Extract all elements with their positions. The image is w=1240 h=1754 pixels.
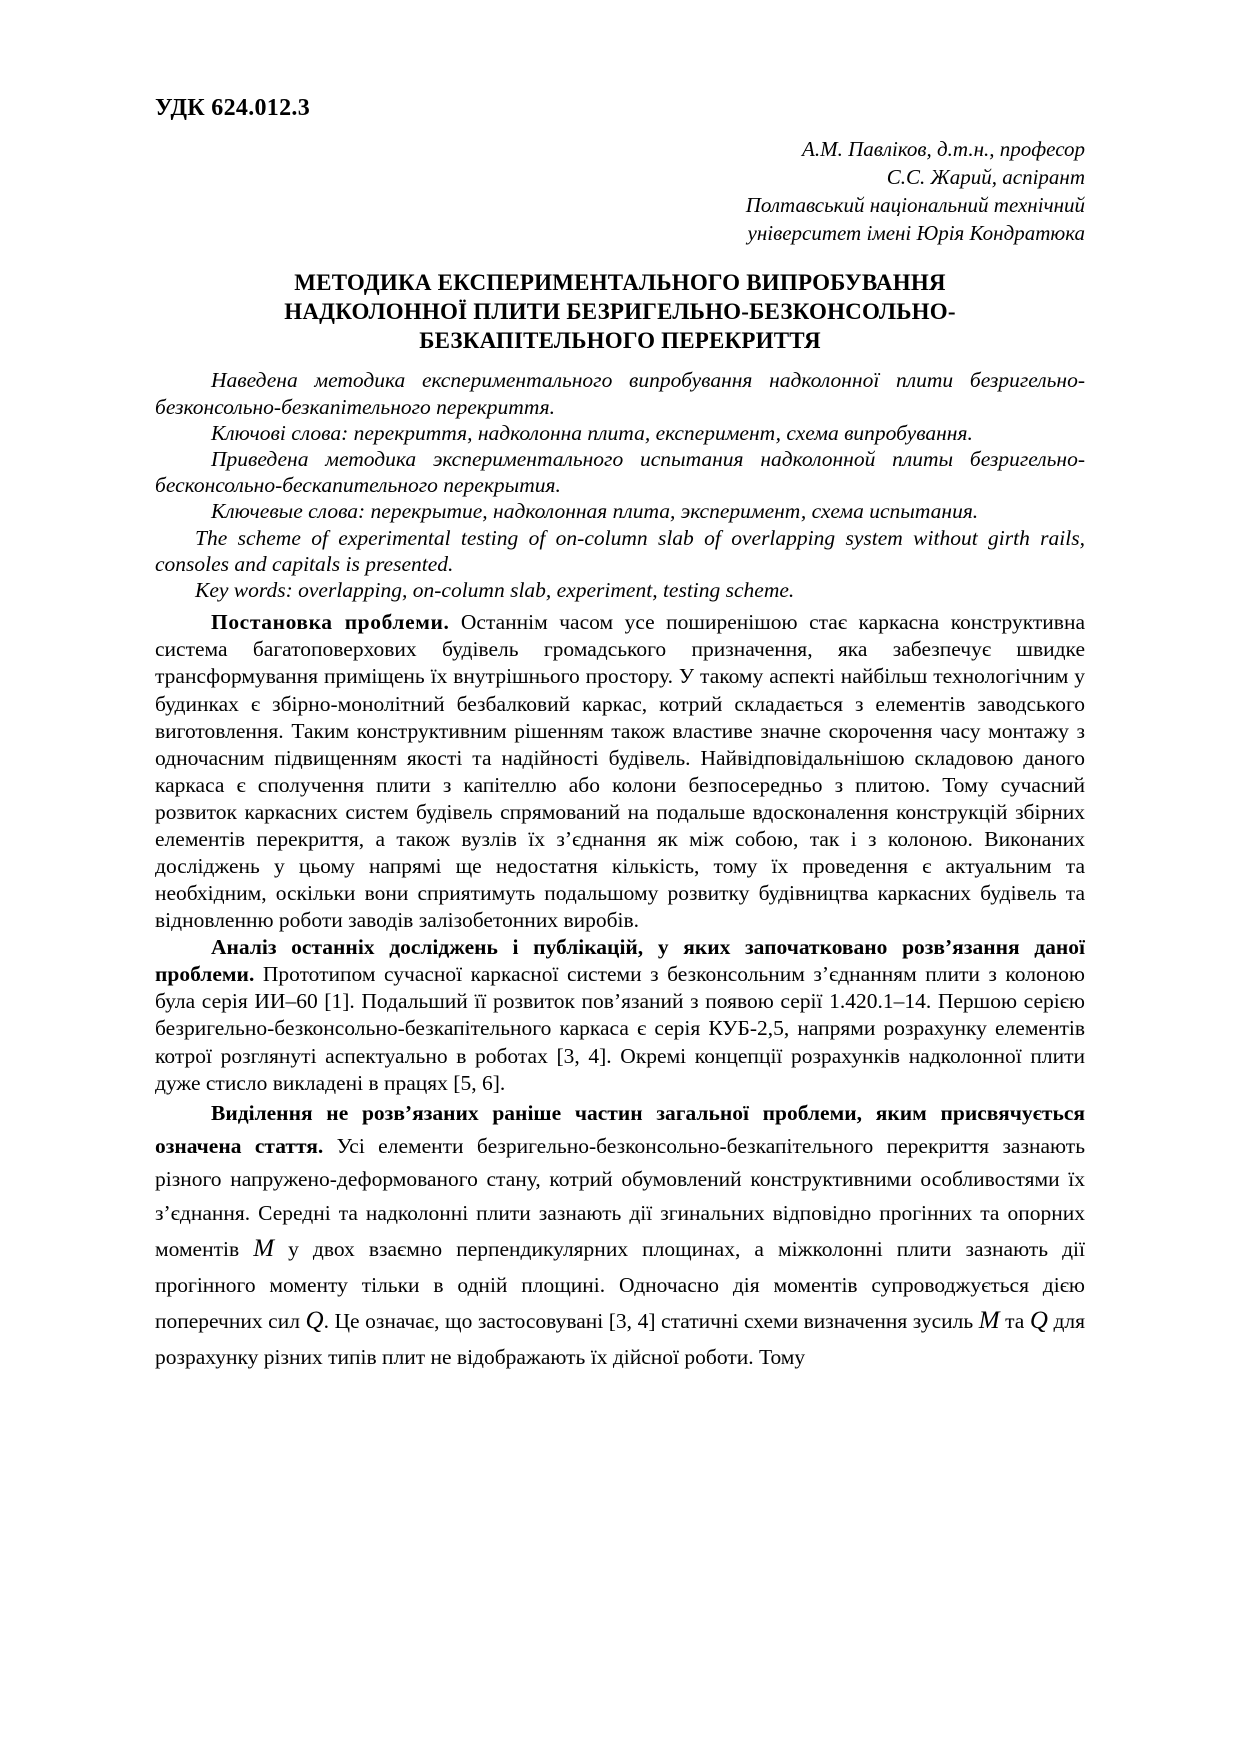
section-heading: Виділення не розв’язаних раніше частин загальної проблеми, яким присвячується означена стаття.: [155, 1100, 1085, 1158]
tail-text: . Це означає, що застосовувані [3, 4] статичні схеми визначення зусиль: [323, 1308, 979, 1333]
title-line: НАДКОЛОННОЇ ПЛИТИ БЕЗРИГЕЛЬНО-БЕЗКОНСОЛЬНО-: [284, 298, 956, 324]
tail-text: для розрахунку різних типів плит не відображають їх дійсної роботи. Тому: [155, 1308, 1086, 1369]
title-line: МЕТОДИКА ЕКСПЕРИМЕНТАЛЬНОГО ВИПРОБУВАННЯ: [294, 269, 946, 295]
page-title: [155, 268, 1085, 356]
math-variable-m: M: [978, 1306, 1000, 1334]
math-variable-q: Q: [305, 1306, 324, 1334]
section-text: Прототипом сучасної каркасної системи з безконсольним з’єднанням плити з колоною була серія ИИ–60 [1]. Подальший її розвиток пов’язаний з появою серії 1.420.1–14. Першою серією безригельно-безконсольно-безкапітельного каркаса є серія КУБ-2,5, напрями розрахунку елементів котрої розглянуті аспектуально в роботах [3, 4]. Окремі концепції розрахунків надколонної плити дуже стисло викладені в працях [5, 6].: [155, 962, 1085, 1095]
math-variable-m: M: [253, 1234, 275, 1262]
section-heading: Аналіз останніх досліджень і публікацій, у яких започатковано розв’язання даної проблеми.: [155, 935, 1085, 987]
section-heading: Постановка проблеми.: [211, 610, 450, 635]
section-text: Усі елементи безригельно-безконсольно-безкапітельного перекриття зазнають різного напружено-деформованого стану, котрий обумовлений конструктивними особливостями їх з’єднання. Середні та надколонні плити зазнають дії згинальних відповідно прогінних та опорних моментів: [155, 1133, 1085, 1261]
tail-text: у двох взаємно перпендикулярних площинах, а міжколонні плити зазнають дії прогінного моменту тільки в одній площині. Одночасно дія моментів супроводжується дією поперечних сил: [155, 1236, 1086, 1333]
abstract-ru: Приведена методика экспериментального испытания надколонной плиты безригельно-бесконсольно-бескапительного перекрытия.: [155, 446, 1085, 498]
abstract-en: The scheme of experimental testing of on-column slab of overlapping system without girth rails, consoles and capitals is presented.: [155, 525, 1085, 576]
author-block: [155, 136, 1085, 248]
tail-text: та: [999, 1308, 1030, 1333]
abstract-uk: Наведена методика експериментального випробування надколонної плити безригельно-безконсольно-безкапітельного перекриття.: [155, 368, 1085, 419]
section-literature-analysis: [155, 934, 1085, 1096]
math-variable-q: Q: [1029, 1306, 1048, 1334]
affiliation-line: університет імені Юрія Кондратюка: [747, 220, 1085, 245]
affiliation-line: Полтавський національний технічний: [745, 192, 1085, 217]
author-line: А.М. Павліков, д.т.н., професор: [802, 137, 1085, 161]
keywords-uk: Ключові слова: перекриття, надколонна плита, експеримент, схема випробування.: [211, 420, 973, 445]
author-line: С.С. Жарий, аспірант: [886, 164, 1085, 189]
udk-code: УДК 624.012.3: [155, 95, 311, 121]
title-line: БЕЗКАПІТЕЛЬНОГО ПЕРЕКРИТТЯ: [419, 328, 821, 354]
section-problem-statement: [155, 609, 1085, 934]
section-unsolved-parts: [155, 1097, 1085, 1374]
keywords-ru: Ключевые слова: перекрытие, надколонная плита, эксперимент, схема испытания.: [211, 499, 979, 524]
keywords-en: Key words: overlapping, on-column slab, experiment, testing scheme.: [195, 578, 795, 603]
section-text: Останнім часом усе поширенішою стає каркасна конструктивна система багатоповерхових будівель громадського призначення, яка забезпечує швидке трансформування приміщень їх внутрішнього простору. У такому аспекті найбільш технологічним у будинках є збірно-монолітний безбалковий каркас, котрий складається з елементів заводського виготовлення. Таким конструктивним рішенням також властиве значне скорочення часу монтажу з одночасним підвищенням якості та надійності будівель. Найвідповідальнішою складовою даного каркаса є сполучення плити з капітеллю або колони безпосередньо з плитою. Тому сучасний розвиток каркасних систем будівель спрямований на подальше вдосконалення конструкцій збірних елементів перекриття, а також вузлів їх з’єднання як між собою, так і з колоною. Виконаних досліджень у цьому напрямі ще недостатня кількість, тому їх проведення є актуальним та необхідним, оскільки вони сприятимуть подальшому розвитку будівництва каркасних будівель та відновленню роботи заводів залізобетонних виробів.: [155, 610, 1085, 933]
